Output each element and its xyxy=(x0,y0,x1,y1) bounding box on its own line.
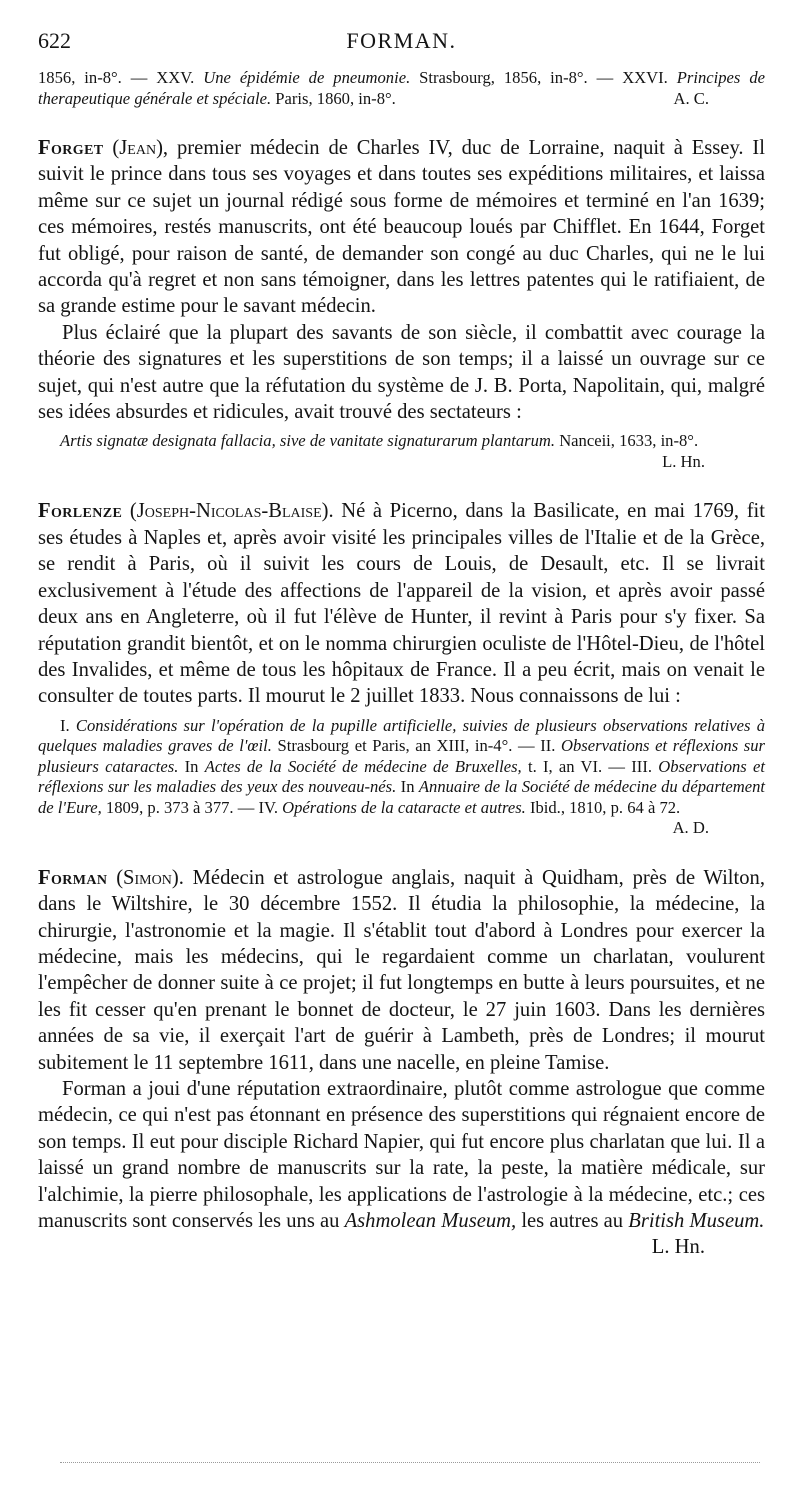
prev-entry-bibliography: 1856, in-8°. — XXV. Une épidémie de pneumonie. Strasbourg, 1856, in-8°. — XXVI. Principes de therapeutique générale et spéciale. Paris, 1860, in-8°. A. C. xyxy=(38,68,765,108)
entry-headword: Forman xyxy=(38,866,108,889)
entry-headword: Forlenze xyxy=(38,500,123,523)
entry-forget xyxy=(38,135,765,472)
entry-signature: L. Hn. xyxy=(651,1236,705,1259)
entry-signature: L. Hn. xyxy=(662,451,705,471)
page-text xyxy=(38,68,765,1261)
running-title: FORMAN. xyxy=(346,28,457,53)
entry-paragraph: Forman (Simon). Médecin et astrologue anglais, naquit à Quidham, près de Wilton, dans le Wiltshire, le 30 décembre 1552. Il étudia la philosophie, la médecine, la chirurgie, l'astronomie et la magie. Il s'établit tout d'abord à Londres pour exercer la médecine, mais les médecins, qui le regardaient comme un charlatan, voulurent l'empêcher de donner suite à ce projet; il fut longtemps en butte à leurs poursuites, et ne les fit cesser qu'en prenant le bonnet de docteur, le 27 juin 1603. Dans les dernières années de sa vie, il exerçait l'art de guérir à Lambeth, près de Londres; il mourut subitement le 11 septembre 1611, dans une nacelle, en pleine Tamise. xyxy=(38,866,765,1074)
entry-forename: Simon xyxy=(123,866,172,889)
entry-forlenze xyxy=(38,498,765,838)
entry-forman xyxy=(38,865,765,1261)
page-number: 622 xyxy=(38,28,71,53)
running-head xyxy=(38,28,765,58)
entry-paragraph: Forman a joui d'une réputation extraordinaire, plutôt comme astrologue que comme médecin, ce qui n'est pas étonnant en présence des superstitions qui régnaient encore de son temps. Il eut pour disciple Richard Napier, qui fut encore plus charlatan que lui. Il a laissé un grand nombre de manuscrits sur la rate, la peste, la matière médicale, sur l'alchimie, la pierre philosophale, les applications de l'astrologie à la médecine, etc.; ces manuscrits sont conservés les uns au Ashmolean Museum, les autres au British Museum. L. Hn. xyxy=(38,1076,765,1234)
entry-paragraph: Plus éclairé que la plupart des savants de son siècle, il combattit avec courage la théorie des signatures et les superstitions de son temps; il a laissé un ouvrage sur ce sujet, qui n'est autre que la réfutation du système de J. B. Porta, Napolitain, qui, malgré ses idées absurdes et ridicules, avait trouvé des sectateurs : xyxy=(38,321,765,424)
entry-paragraph: Forget (Jean), premier médecin de Charles IV, duc de Lorraine, naquit à Essey. Il suivit le prince dans tous ses voyages et dans toutes ses expéditions militaires, et laissa même sur ce sujet un journal rédigé sous forme de mémoires et terminé en l'an 1639; ces mémoires, restés manuscrits, ont été beaucoup loués par Chifflet. En 1644, Forget fut obligé, pour raison de santé, de demander son congé au duc Charles, qui ne le lui accorda qu'à regret et non sans témoigner, dans les lettres patentes qui le ratifiaient, de sa grande estime pour le savant médecin. xyxy=(38,137,765,318)
entry-paragraph: Forlenze (Joseph-Nicolas-Blaise). Né à Picerno, dans la Basilicate, en mai 1769, fit ses études à Naples et, après avoir visité les principales villes de l'Italie et de la Grèce, se rendit à Paris, où il suivit les cours de Louis, de Desault, etc. Il se livrait exclusivement à l'étude des affections de l'appareil de la vision, et après avoir passé deux ans en Angleterre, où il fut l'élève de Hunter, il revint à Paris pour s'y fixer. Sa réputation grandit bientôt, et on le nomma chirurgien oculiste de l'Hôtel-Dieu, de l'hôtel des Invalides, et même de tous les hôpitaux de France. Il a peu écrit, mais on venait le consulter de toutes parts. Il mourut le 2 juillet 1833. Nous connaissons de lui : xyxy=(38,500,765,708)
entry-headword: Forget xyxy=(38,137,104,159)
entry-bibliography: I. Considérations sur l'opération de la pupille artificielle, suivies de plusieurs observations relatives à quelques maladies graves de l'œil. Strasbourg et Paris, an XIII, in-4°. — II. Observations et réflexions sur plusieurs cataractes. In Actes de la Société de médecine de Bruxelles, t. I, an VI. — III. Observations et réflexions sur les maladies des yeux des nouveau-nés. In Annuaire de la Société de médecine du département de l'Eure, 1809, p. 373 à 377. — IV. Opérations de la cataracte et autres. Ibid., 1810, p. 64 à 72. A. D. xyxy=(38,715,766,838)
entry-forename: Jean xyxy=(119,137,157,159)
entry-forename: Joseph-Nicolas-Blaise xyxy=(136,500,322,523)
bottom-dotted-rule xyxy=(60,1462,760,1463)
entry-bibliography: Artis signatæ designata fallacia, sive de vanitate signaturarum plantarum. Nanceii, 1633, in-8°. L. Hn. xyxy=(38,431,765,452)
prev-entry-signature: A. C. xyxy=(673,88,709,108)
entry-signature: A. D. xyxy=(672,818,709,838)
